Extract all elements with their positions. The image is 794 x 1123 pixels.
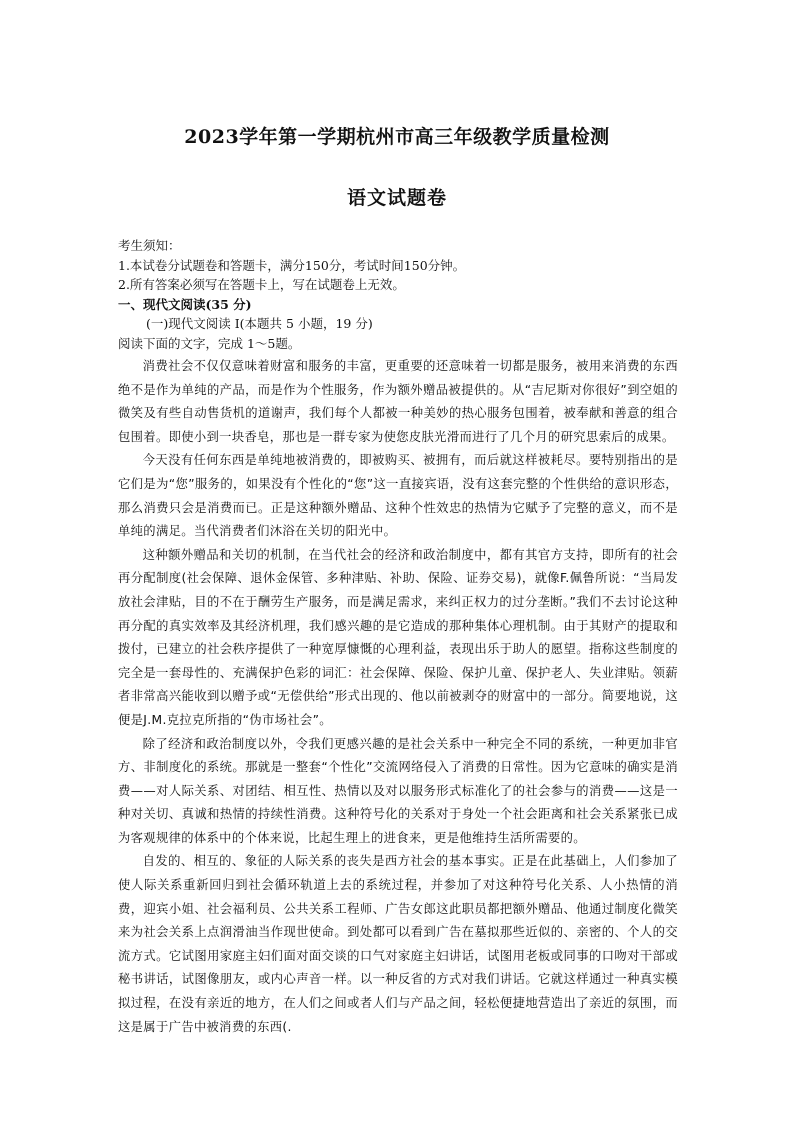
passage-paragraph-1: 消费社会不仅仅意味着财富和服务的丰富，更重要的还意味着一切都是服务，被用来消费的东西绝不是作为单纯的产品，而是作为个性服务，作为额外赠品被提供的。从“吉尼斯对你很好”到空姐的微笑及有些自动售货机的道谢声，我们每个人都被一种美妙的热心服务包围着，被奉献和善意的组合包围着。即使小到一块香皂，那也是一群专家为使您皮肤光滑而进行了几个月的研究思索后的成果。 <box>118 359 678 444</box>
notice-item-2: 2.所有答案必须写在答题卡上，写在试题卷上无效。 <box>118 277 405 292</box>
reading-instruction: 阅读下面的文字，完成 1～5题。 <box>118 335 301 351</box>
exam-title: 2023学年第一学期杭州市高三年级教学质量检测 <box>184 126 610 148</box>
notice-heading: 考生须知： <box>118 238 181 253</box>
notice-item-1: 1.本试卷分试题卷和答题卡，满分150分，考试时间150分钟。 <box>118 257 466 273</box>
reading-passage <box>118 355 678 1039</box>
exam-instructions <box>118 236 678 353</box>
section-heading: 一、现代文阅读(35 分) <box>118 296 252 312</box>
exam-subtitle: 语文试题卷 <box>346 187 447 209</box>
passage-paragraph-4: 除了经济和政治制度以外，令我们更感兴趣的是社会关系中一种完全不同的系统，一种更加非官方、非制度化的系统。那就是一整套“个性化”交流网络侵入了消费的日常性。因为它意味的确实是消费——对人际关系、对团结、相互性、热情以及对以服务形式标准化了的社会参与的消费——这是一种对关切、真诚和热情的持续性消费。这种符号化的关系对于身处一个社会距离和社会关系紧张已成为客观规律的体系中的个体来说，比起生理上的进食来，更是他维持生活所需要的。 <box>118 736 678 845</box>
subsection-heading: (一)现代文阅读 I(本题共 5 小题，19 分) <box>146 316 373 331</box>
passage-paragraph-5: 自发的、相互的、象征的人际关系的丧失是西方社会的基本事实。正是在此基础上，人们参加了使人际关系重新回归到社会循环轨道上去的系统过程，并参加了对这种符号化关系、人小热情的消费，迎宾小姐、社会福利员、公共关系工程师、广告女郎这此职员都把额外赠品、他通过制度化微笑来为社会关系上点润滑油当作现世使命。到处都可以看到广告在墓拟那些近似的、亲密的、个人的交流方式。它试图用家庭主妇们面对面交谈的口气对家庭主妇讲话，试图用老板或同事的口吻对干部或秘书讲话，试图像朋友，或内心声音一样。以一种反省的方式对我们讲话。它就这样通过一种真实模拟过程，在没有亲近的地方，在人们之间或者人们与产品之间，轻松便捷地营造出了亲近的氛围，而这是属于广告中被消费的东西(. <box>118 854 678 1034</box>
passage-paragraph-3: 这种额外赠品和关切的机制，在当代社会的经济和政治制度中，都有其官方支持，即所有的社会再分配制度(社会保障、退休金保管、多种津贴、补助、保险、证券交易)，就像F.佩鲁所说：“当局发放社会津贴，目的不在于酬劳生产服务，而是满足需求，来纠正权力的过分垄断。”我们不去讨论这种再分配的真实效率及其经济机理，我们感兴趣的是它造成的那种集体心理机制。由于其财产的提取和拨付，已建立的社会秩序提供了一种宽厚慷慨的心理利益，表现出乐于助人的愿望。指称这些制度的完全是一套母性的、充满保护色彩的词汇：社会保障、保险、保护儿童、保护老人、失业津贴。领薪者非常高兴能收到以赠予或“无偿供给”形式出现的、他以前被剥夺的财富中的一部分。简要地说，这便是J.M.克拉克所指的“伪市场社会”。 <box>118 547 678 727</box>
passage-paragraph-2: 今天没有任何东西是单纯地被消费的，即被购买、被拥有，而后就这样被耗尽。要特别指出的是它们是为“您”服务的，如果没有个性化的“您”这一直接宾语，没有这套完整的个性供给的意识形态，那么消费只会是消费而已。正是这种额外赠品、这种个性效忠的热情为它赋予了完整的意义，而不是单纯的满足。当代消费者们沐浴在关切的阳光中。 <box>118 453 678 539</box>
